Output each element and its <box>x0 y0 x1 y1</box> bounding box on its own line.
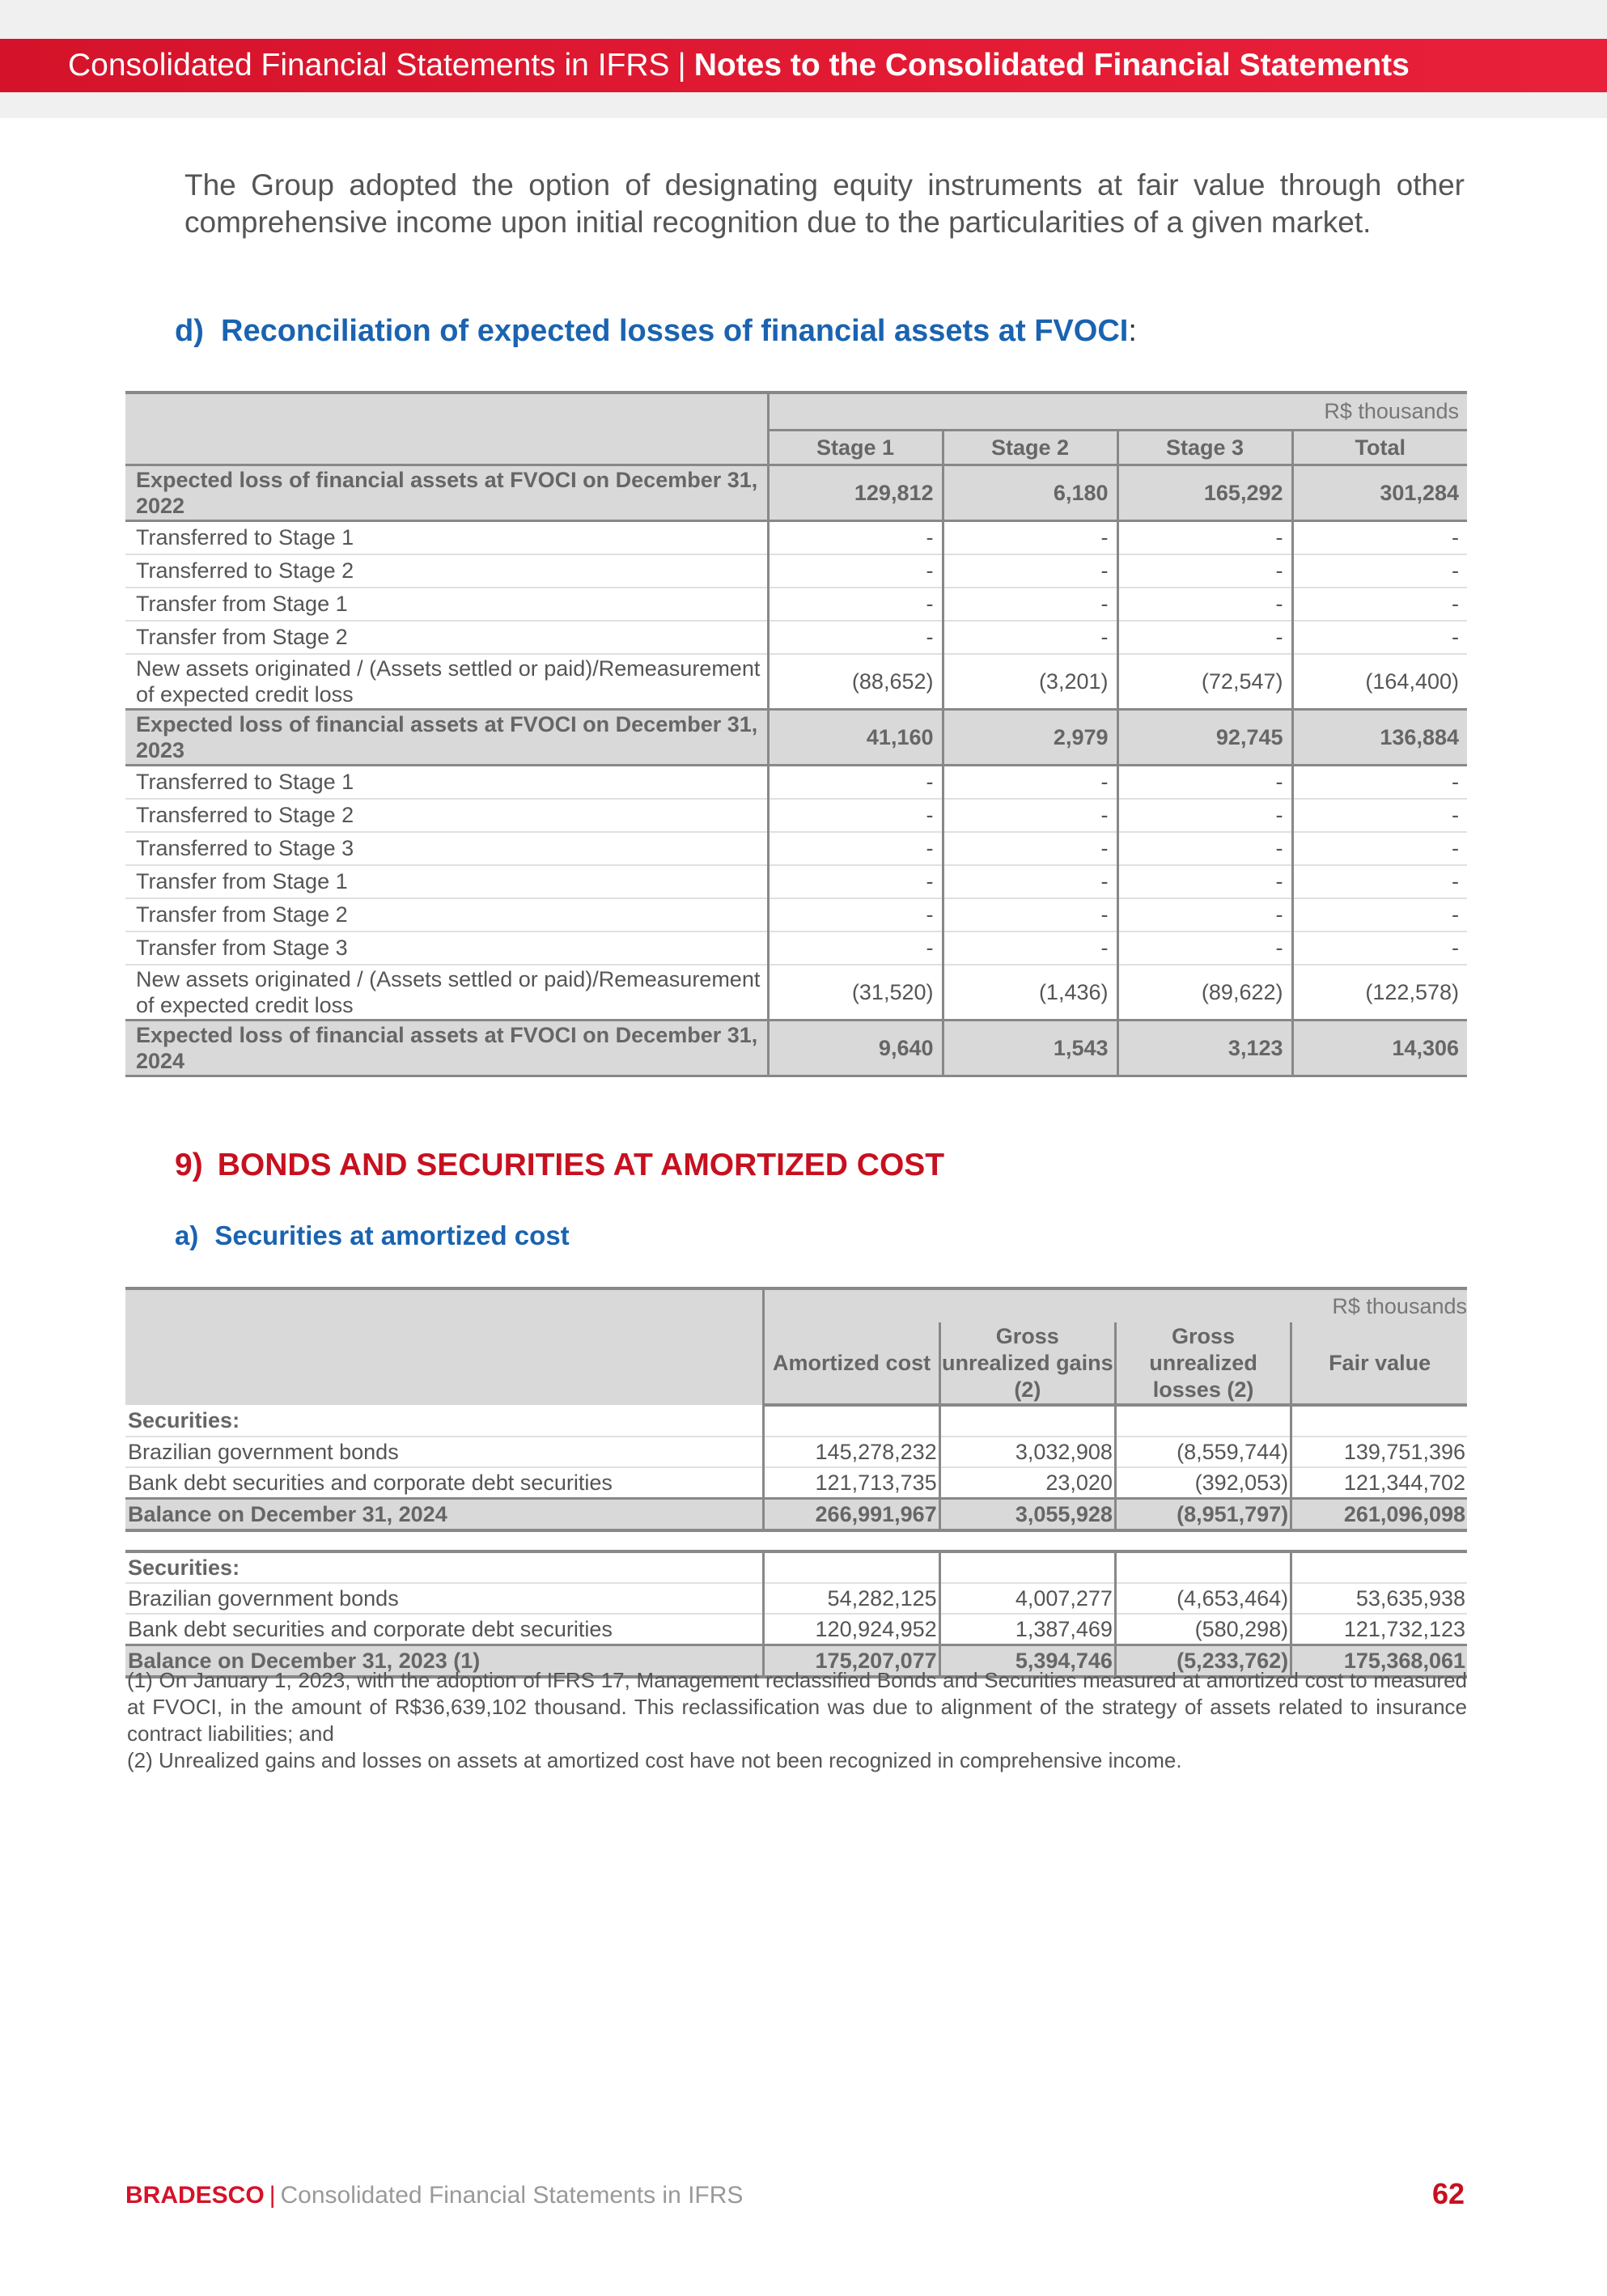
row-value: - <box>1117 621 1292 654</box>
row-value: (3,201) <box>943 654 1117 710</box>
row-value: - <box>943 799 1117 832</box>
row-label: New assets originated / (Assets settled or paid)/Remeasurement of expected credit loss <box>125 654 768 710</box>
row-label: Expected loss of financial assets at FVOCI on December 31, 2023 <box>125 710 768 766</box>
column-header: Total <box>1292 431 1467 465</box>
row-label: Transfer from Stage 2 <box>125 898 768 932</box>
row-value: 54,282,125 <box>764 1583 939 1614</box>
row-value: - <box>1292 766 1467 800</box>
footer-text: Consolidated Financial Statements in IFRS <box>280 2182 744 2209</box>
table-row <box>125 588 1467 621</box>
column-header: Gross unrealized losses (2) <box>1115 1322 1291 1405</box>
row-label: Transferred to Stage 2 <box>125 799 768 832</box>
table-row <box>125 465 1467 521</box>
balance-value: 5,394,746 <box>939 1645 1115 1678</box>
balance-label: Balance on December 31, 2023 (1) <box>125 1645 764 1678</box>
row-value: - <box>1117 865 1292 898</box>
footnote-2: (2) Unrealized gains and losses on assets at amortized cost have not been recognized in comprehensive income. <box>127 1748 1182 1772</box>
row-value: - <box>943 554 1117 588</box>
row-value: 2,979 <box>943 710 1117 766</box>
empty-cell <box>1291 1551 1467 1583</box>
row-value: 92,745 <box>1117 710 1292 766</box>
row-value: 4,007,277 <box>939 1583 1115 1614</box>
header-separator: | <box>677 48 686 83</box>
section-label: Securities: <box>125 1551 764 1583</box>
table-row <box>125 1021 1467 1076</box>
row-value: 3,123 <box>1117 1021 1292 1076</box>
row-value: 53,635,938 <box>1291 1583 1467 1614</box>
row-value: - <box>1117 521 1292 555</box>
row-value: - <box>943 521 1117 555</box>
row-value: (88,652) <box>768 654 943 710</box>
row-value: - <box>1292 588 1467 621</box>
row-label: Transfer from Stage 2 <box>125 621 768 654</box>
row-label: Transfer from Stage 3 <box>125 932 768 965</box>
row-value: 136,884 <box>1292 710 1467 766</box>
section-9-title: BONDS AND SECURITIES AT AMORTIZED COST <box>217 1148 945 1182</box>
row-value: - <box>768 521 943 555</box>
row-value: - <box>1292 621 1467 654</box>
row-value: - <box>768 766 943 800</box>
page-header <box>0 39 1607 92</box>
section-d-suffix: : <box>1128 314 1137 348</box>
row-value: - <box>943 932 1117 965</box>
table-unit-row <box>125 1288 1467 1322</box>
table-row <box>125 621 1467 654</box>
row-value: 139,751,396 <box>1291 1437 1467 1467</box>
row-value: - <box>1117 932 1292 965</box>
row-value: - <box>768 621 943 654</box>
spacer-cell <box>125 1530 1467 1551</box>
row-value: 121,713,735 <box>764 1467 939 1499</box>
row-value: 41,160 <box>768 710 943 766</box>
table-row <box>125 832 1467 865</box>
row-value: 165,292 <box>1117 465 1292 521</box>
row-value: 9,640 <box>768 1021 943 1076</box>
empty-cell <box>939 1405 1115 1437</box>
row-value: 1,543 <box>943 1021 1117 1076</box>
balance-value: 175,368,061 <box>1291 1645 1467 1678</box>
column-header: Fair value <box>1291 1322 1467 1405</box>
row-value: - <box>1117 799 1292 832</box>
row-value: - <box>943 832 1117 865</box>
row-value: - <box>1292 898 1467 932</box>
row-label: Transfer from Stage 1 <box>125 865 768 898</box>
row-value: - <box>768 932 943 965</box>
row-value: 121,344,702 <box>1291 1467 1467 1499</box>
column-header: Stage 2 <box>943 431 1117 465</box>
row-label: Bank debt securities and corporate debt securities <box>125 1614 764 1645</box>
row-value: (4,653,464) <box>1115 1583 1291 1614</box>
table-row <box>125 965 1467 1021</box>
row-label: Transferred to Stage 3 <box>125 832 768 865</box>
row-value: - <box>943 621 1117 654</box>
section-d-heading <box>175 314 1137 349</box>
balance-value: (8,951,797) <box>1115 1499 1291 1531</box>
footnotes <box>127 1667 1467 1774</box>
row-value: 14,306 <box>1292 1021 1467 1076</box>
balance-value: 175,207,077 <box>764 1645 939 1678</box>
empty-cell <box>1291 1405 1467 1437</box>
unit-label: R$ thousands <box>768 393 1467 431</box>
section-d-title: Reconciliation of expected losses of financial assets at FVOCI <box>221 314 1129 348</box>
balance-value: 3,055,928 <box>939 1499 1115 1531</box>
table-row <box>125 710 1467 766</box>
row-label: Transferred to Stage 2 <box>125 554 768 588</box>
balance-value: 266,991,967 <box>764 1499 939 1531</box>
row-value: - <box>768 588 943 621</box>
table-row <box>125 1583 1467 1614</box>
row-value: (122,578) <box>1292 965 1467 1021</box>
row-value: - <box>1292 799 1467 832</box>
table-row <box>125 1437 1467 1467</box>
table-row <box>125 521 1467 555</box>
table-row <box>125 799 1467 832</box>
footer-separator: | <box>269 2182 276 2209</box>
row-value: (580,298) <box>1115 1614 1291 1645</box>
row-value: - <box>1117 898 1292 932</box>
section-label: Securities: <box>125 1405 764 1437</box>
balance-row <box>125 1499 1467 1531</box>
row-label: Bank debt securities and corporate debt securities <box>125 1467 764 1499</box>
section-a-prefix: a) <box>175 1220 199 1250</box>
table-row <box>125 1467 1467 1499</box>
table-row <box>125 932 1467 965</box>
column-header: Stage 3 <box>1117 431 1292 465</box>
header-right: Notes to the Consolidated Financial Statements <box>693 48 1410 83</box>
balance-value: (5,233,762) <box>1115 1645 1291 1678</box>
row-value: 3,032,908 <box>939 1437 1115 1467</box>
page-footer <box>125 2182 743 2209</box>
row-value: - <box>943 865 1117 898</box>
row-value: (1,436) <box>943 965 1117 1021</box>
section-label-row <box>125 1405 1467 1437</box>
empty-cell <box>764 1551 939 1583</box>
table-row <box>125 865 1467 898</box>
row-label: Transferred to Stage 1 <box>125 521 768 555</box>
spacer-row <box>125 1530 1467 1551</box>
row-value: 120,924,952 <box>764 1614 939 1645</box>
row-value: - <box>1117 554 1292 588</box>
row-value: - <box>1292 932 1467 965</box>
column-header: Amortized cost <box>764 1322 939 1405</box>
table-row <box>125 654 1467 710</box>
row-value: - <box>768 554 943 588</box>
row-value: 121,732,123 <box>1291 1614 1467 1645</box>
row-value: 23,020 <box>939 1467 1115 1499</box>
row-label: Expected loss of financial assets at FVOCI on December 31, 2022 <box>125 465 768 521</box>
row-label: Brazilian government bonds <box>125 1437 764 1467</box>
intro-paragraph: The Group adopted the option of designating equity instruments at fair value through other comprehensive income upon initial recognition due to the particularities of a given market. <box>184 168 1465 239</box>
section-9-heading <box>175 1148 944 1183</box>
section-label-row <box>125 1551 1467 1583</box>
row-value: 1,387,469 <box>939 1614 1115 1645</box>
footer-brand: BRADESCO <box>125 2182 265 2209</box>
row-value: (164,400) <box>1292 654 1467 710</box>
row-value: 129,812 <box>768 465 943 521</box>
empty-cell <box>939 1551 1115 1583</box>
header-left: Consolidated Financial Statements in IFRS <box>68 48 670 83</box>
balance-label: Balance on December 31, 2024 <box>125 1499 764 1531</box>
row-label: Brazilian government bonds <box>125 1583 764 1614</box>
table-unit-row <box>125 393 1467 431</box>
empty-cell <box>1115 1405 1291 1437</box>
table-row <box>125 898 1467 932</box>
row-value: - <box>768 799 943 832</box>
row-value: - <box>1117 832 1292 865</box>
table-row <box>125 1614 1467 1645</box>
row-label: New assets originated / (Assets settled or paid)/Remeasurement of expected credit loss <box>125 965 768 1021</box>
row-value: - <box>768 832 943 865</box>
row-value: 301,284 <box>1292 465 1467 521</box>
amortized-cost-table <box>125 1287 1467 1678</box>
row-value: - <box>943 898 1117 932</box>
column-header: Gross unrealized gains (2) <box>939 1322 1115 1405</box>
row-value: - <box>1292 832 1467 865</box>
section-d-prefix: d) <box>175 314 204 348</box>
row-label: Transfer from Stage 1 <box>125 588 768 621</box>
section-a-title: Securities at amortized cost <box>214 1220 570 1250</box>
row-label: Transferred to Stage 1 <box>125 766 768 800</box>
page-number: 62 <box>1431 2177 1465 2210</box>
section-a-heading <box>175 1220 570 1251</box>
unit-label: R$ thousands <box>764 1288 1467 1322</box>
row-value: - <box>768 865 943 898</box>
row-label: Expected loss of financial assets at FVOCI on December 31, 2024 <box>125 1021 768 1076</box>
table-row <box>125 554 1467 588</box>
empty-cell <box>764 1405 939 1437</box>
row-value: - <box>768 898 943 932</box>
empty-cell <box>1115 1551 1291 1583</box>
row-value: - <box>1292 554 1467 588</box>
row-value: - <box>943 588 1117 621</box>
column-header: Stage 1 <box>768 431 943 465</box>
row-value: 145,278,232 <box>764 1437 939 1467</box>
row-value: 6,180 <box>943 465 1117 521</box>
row-value: (89,622) <box>1117 965 1292 1021</box>
row-value: - <box>1292 865 1467 898</box>
row-value: - <box>1292 521 1467 555</box>
row-value: - <box>943 766 1117 800</box>
row-value: (8,559,744) <box>1115 1437 1291 1467</box>
row-value: (392,053) <box>1115 1467 1291 1499</box>
row-value: (31,520) <box>768 965 943 1021</box>
row-value: - <box>1117 588 1292 621</box>
row-value: - <box>1117 766 1292 800</box>
footnote-1: (1) On January 1, 2023, with the adoption of IFRS 17, Management reclassified Bonds and Securities measured at amortized cost to measured at FVOCI, in the amount of R$36,639,102 thousand. This reclassification was due to alignment of the strategy of assets related to insurance contract liabilities; and <box>127 1668 1467 1746</box>
table-row <box>125 766 1467 800</box>
fvoci-expected-loss-table <box>125 391 1467 1077</box>
row-value: (72,547) <box>1117 654 1292 710</box>
section-9-number: 9) <box>175 1148 203 1182</box>
balance-value: 261,096,098 <box>1291 1499 1467 1531</box>
